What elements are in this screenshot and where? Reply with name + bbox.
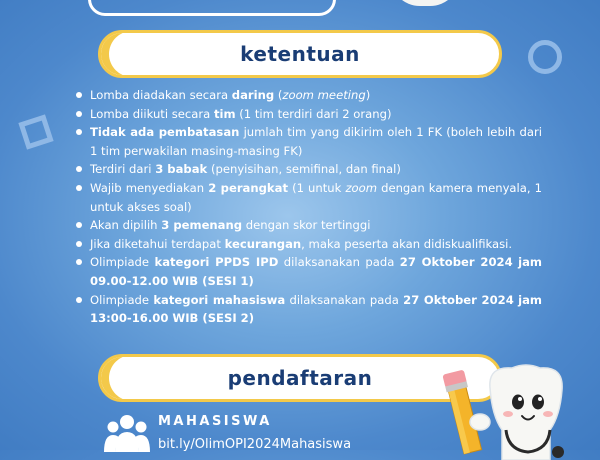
rule-text: Jika diketahui terdapat <box>90 236 225 251</box>
rules-title: ketentuan <box>240 42 360 66</box>
rule-item <box>74 291 542 328</box>
rule-text: 3 babak <box>155 162 208 177</box>
rule-text: daring <box>231 88 275 102</box>
rule-text: , maka peserta akan didiskualifikasi. <box>301 236 513 251</box>
bullet-icon <box>76 259 82 265</box>
rule-item <box>74 216 542 235</box>
rules-list <box>74 86 542 328</box>
rule-text: Olimpiade <box>90 292 154 307</box>
rule-item <box>74 86 542 105</box>
rule-text: kategori mahasiswa <box>153 292 286 307</box>
decorative-ring-icon <box>528 40 562 74</box>
bullet-icon <box>76 185 82 191</box>
rule-text: Akan dipilih <box>90 218 162 233</box>
registration-category: MAHASISWA <box>158 414 272 429</box>
rules-header <box>98 30 502 78</box>
rule-item <box>74 123 542 160</box>
rule-text: jumlah tim yang dikirim oleh 1 FK (boleh lebih dari 1 tim perwakilan masing-masing FK) <box>90 125 542 158</box>
rule-item <box>74 160 542 179</box>
rule-text: jam 09.00-12.00 WIB (SESI 1) <box>90 255 543 288</box>
bullet-icon <box>76 241 82 247</box>
bullet-icon <box>76 92 82 98</box>
rule-text: kategori PPDS IPD <box>154 255 279 270</box>
rule-text: zoom meeting <box>282 88 366 102</box>
bullet-icon <box>76 111 82 117</box>
bullet-icon <box>76 297 82 303</box>
decorative-square-icon <box>18 114 53 149</box>
rule-text: 27 Oktober 2024 <box>399 255 513 270</box>
rule-text: 27 Oktober 2024 <box>403 292 514 307</box>
tooth-mascot-with-pencil-icon <box>438 360 588 460</box>
rule-text: tim <box>213 106 236 121</box>
rule-text: (1 untuk <box>288 180 346 195</box>
registration-title: pendaftaran <box>227 366 373 390</box>
rule-text: 2 perangkat <box>208 180 289 195</box>
top-banner-outline <box>88 0 336 16</box>
bullet-icon <box>76 166 82 172</box>
rule-item <box>74 105 542 124</box>
rule-text: dilaksanakan pada <box>285 292 404 307</box>
rule-item <box>74 235 542 254</box>
rule-text: Wajib menyediakan <box>90 180 209 195</box>
rule-text: (penyisihan, semifinal, dan final) <box>207 162 401 177</box>
rule-item <box>74 179 542 216</box>
rule-text: Terdiri dari <box>90 162 156 177</box>
rule-text: Lomba diadakan secara <box>90 88 232 102</box>
rule-text: ) <box>365 88 371 102</box>
rule-text: jam 13:00-16.00 WIB (SESI 2) <box>90 292 542 326</box>
rule-text: Tidak ada pembatasan <box>90 125 240 140</box>
rule-text: Lomba diikuti secara <box>90 106 214 121</box>
registration-link[interactable]: bit.ly/OlimOPI2024Mahasiswa <box>158 437 352 452</box>
bullet-icon <box>76 129 82 135</box>
bullet-icon <box>76 222 82 228</box>
people-icon <box>104 412 150 452</box>
rule-text: (1 tim terdiri dari 2 orang) <box>235 106 392 121</box>
rule-text: Olimpiade <box>90 255 155 270</box>
rule-text: dengan skor tertinggi <box>242 218 371 233</box>
rule-item <box>74 253 542 290</box>
rule-text: 3 pemenang <box>161 218 243 233</box>
mascot-feet-top <box>390 0 460 6</box>
rule-text: ( <box>274 88 283 102</box>
rule-text: dilaksanakan pada <box>278 255 400 270</box>
rule-text: zoom <box>345 180 378 195</box>
rule-text: kecurangan <box>224 236 302 251</box>
rule-text: dengan kamera menyala, 1 untuk akses soal) <box>90 180 542 214</box>
